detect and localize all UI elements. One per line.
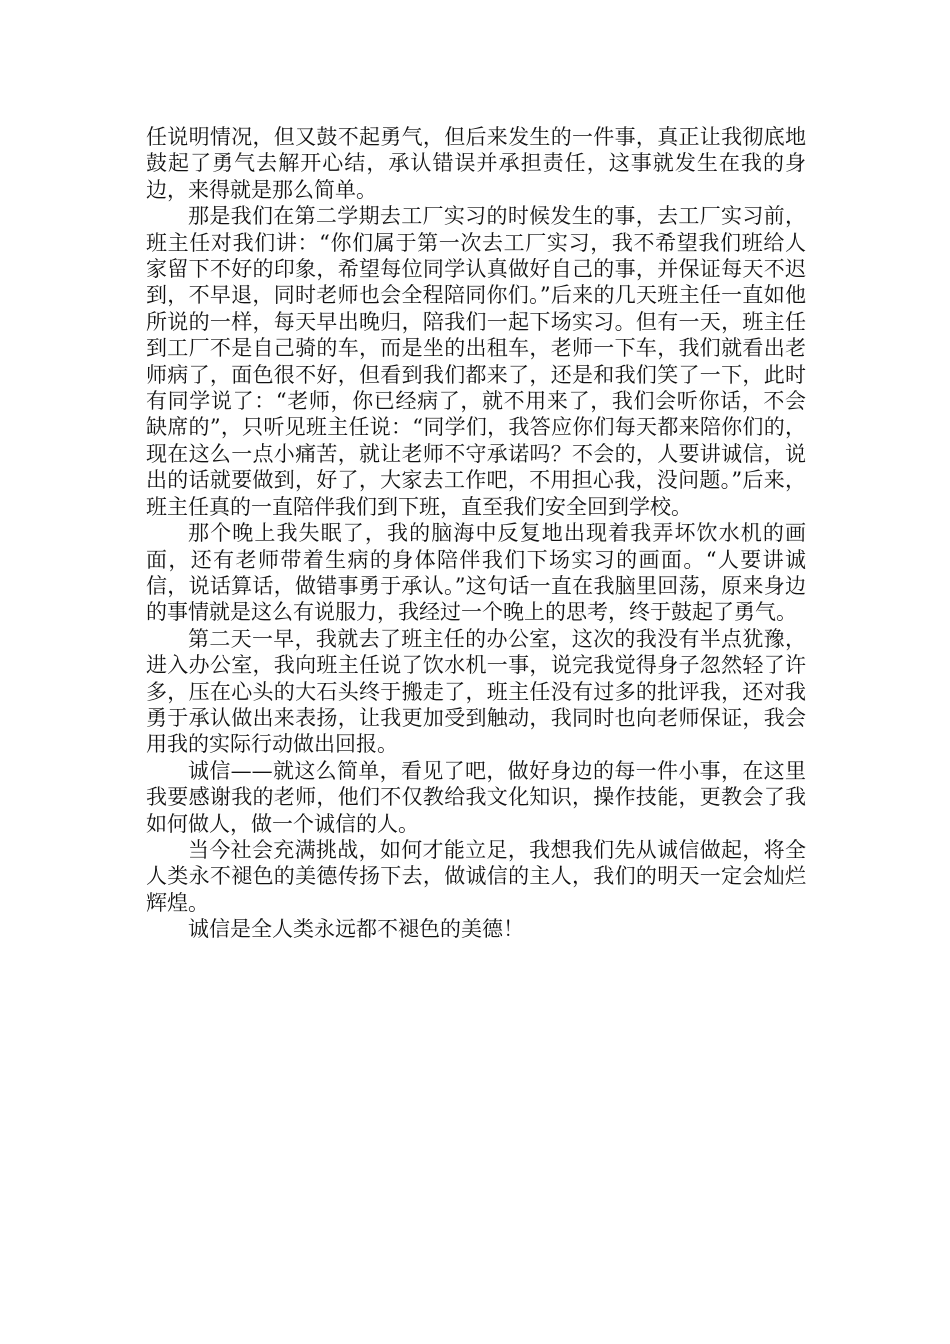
paragraph-7: 诚信是全人类永远都不褪色的美德！	[188, 917, 524, 942]
paragraph-5: 诚信——就这么简单，看见了吧，做好身边的每一件小事，在这里我要感谢我的老师，他们不仅教给我文化知识，操作技能，更教会了我如何做人，做一个诚信的人。	[146, 758, 806, 836]
paragraph-6: 当今社会充满挑战，如何才能立足，我想我们先从诚信做起，将全人类永不褪色的美德传扬下去，做诚信的主人，我们的明天一定会灿烂辉煌。	[146, 837, 806, 915]
paragraph-4: 第二天一早，我就去了班主任的办公室，这次的我没有半点犹豫，进入办公室，我向班主任说了饮水机一事，说完我觉得身子忽然轻了许多，压在心头的大石头终于搬走了，班主任没有过多的批评我，还对我勇于承认做出来表扬，让我更加受到触动，我同时也向老师保证，我会用我的实际行动做出回报。	[146, 626, 806, 757]
paragraph-3: 那个晚上我失眠了，我的脑海中反复地出现着我弄坏饮水机的画面，还有老师带着生病的身体陪伴我们下场实习的画面。“人要讲诚信，说话算话，做错事勇于承认。”这句话一直在我脑里回荡，原来身边的事情就是这么有说服力，我经过一个晚上的思考，终于鼓起了勇气。	[146, 521, 806, 625]
document-body	[146, 124, 806, 943]
paragraph-2: 那是我们在第二学期去工厂实习的时候发生的事，去工厂实习前，班主任对我们讲：“你们属于第一次去工厂实习，我不希望我们班给人家留下不好的印象，希望每位同学认真做好自己的事，并保证每天不迟到，不早退，同时老师也会全程陪同你们。”后来的几天班主任一直如他所说的一样，每天早出晚归，陪我们一起下场实习。但有一天，班主任到工厂不是自己骑的车，而是坐的出租车，老师一下车，我们就看出老师病了，面色很不好，但看到我们都来了，还是和我们笑了一下，此时有同学说了：“老师，你已经病了，就不用来了，我们会听你话，不会缺席的”，只听见班主任说：“同学们，我答应你们每天都来陪你们的，现在这么一点小痛苦，就让老师不守承诺吗？不会的，人要讲诚信，说出的话就要做到，好了，大家去工作吧，不用担心我，没问题。”后来，班主任真的一直陪伴我们到下班，直至我们安全回到学校。	[146, 204, 806, 519]
paragraph-1: 任说明情况，但又鼓不起勇气，但后来发生的一件事，真正让我彻底地鼓起了勇气去解开心结，承认错误并承担责任，这事就发生在我的身边，来得就是那么简单。	[146, 125, 806, 202]
